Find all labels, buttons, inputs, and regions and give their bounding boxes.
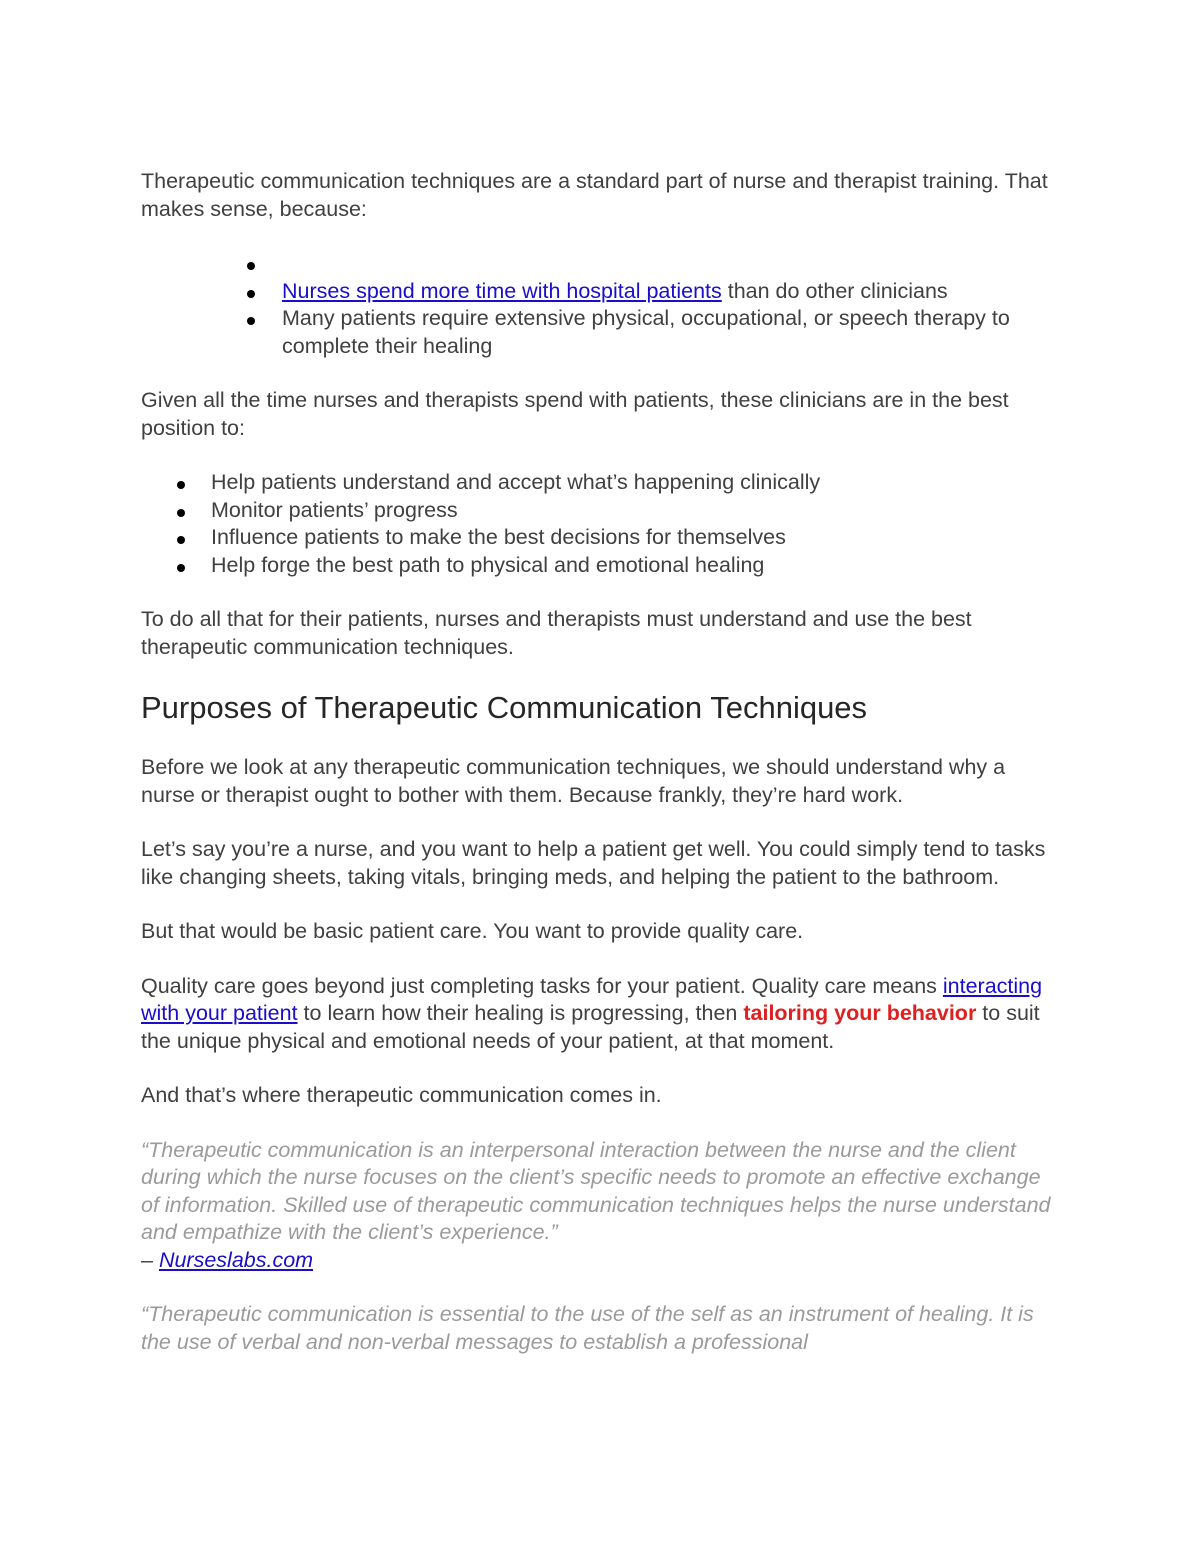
list-item-text: than do other clinicians <box>721 278 948 303</box>
list-item <box>211 524 1061 552</box>
nurse-example-paragraph: Let’s say you’re a nurse, and you want to help a patient get well. You could simply tend to tasks like changing sheets, taking vitals, bringing meds, and helping the patient to the bathroom. <box>141 837 1046 889</box>
bullet-icon <box>247 290 255 298</box>
bullet-icon <box>177 481 185 489</box>
interacting-patient-link[interactable]: interacting with your patient <box>141 973 1043 1025</box>
capabilities-list <box>141 469 1061 579</box>
paragraph-text: to suit the unique physical and emotional needs of your patient, at that moment. <box>141 1001 1040 1053</box>
reasons-list <box>141 250 1061 360</box>
list-item-text: Monitor patients’ progress <box>211 497 458 522</box>
quote-attribution <box>141 1247 1061 1275</box>
bullet-icon <box>247 262 255 270</box>
list-item <box>211 469 1061 497</box>
paragraph-text: to learn how their healing is progressing, then <box>297 1001 744 1025</box>
quote-text-2: “Therapeutic communication is essential to the use of the self as an instrument of healing. It is the use of verbal and non-verbal messages to establish a professional <box>141 1302 1034 1354</box>
list-item <box>282 278 1061 306</box>
bullet-icon <box>177 564 185 572</box>
bullet-icon <box>177 509 185 517</box>
list-item <box>211 497 1061 525</box>
transition-paragraph: And that’s where therapeutic communication comes in. <box>141 1083 662 1107</box>
section-heading: Purposes of Therapeutic Communication Techniques <box>141 690 868 725</box>
basic-care-paragraph: But that would be basic patient care. You want to provide quality care. <box>141 919 804 943</box>
summary-paragraph: To do all that for their patients, nurses and therapists must understand and use the best therapeutic communication techniques. <box>141 607 972 659</box>
list-item-text: Influence patients to make the best decisions for themselves <box>211 525 786 549</box>
list-item <box>211 552 1061 580</box>
position-paragraph: Given all the time nurses and therapists spend with patients, these clinicians are in the best position to: <box>141 388 1009 440</box>
highlighted-text: tailoring your behavior <box>743 1001 977 1025</box>
nurseslabs-link[interactable]: Nurseslabs.com <box>158 1247 314 1272</box>
list-item-text: Many patients require extensive physical, occupational, or speech therapy to complete their healing <box>282 306 1010 358</box>
paragraph-text: Quality care goes beyond just completing tasks for your patient. Quality care means <box>141 973 943 998</box>
list-item-text: Help patients understand and accept what’s happening clinically <box>211 470 821 494</box>
list-item <box>282 305 1061 360</box>
bullet-icon <box>177 536 185 544</box>
purpose-paragraph: Before we look at any therapeutic communication techniques, we should understand why a nurse or therapist ought to bother with them. Because frankly, they’re hard work. <box>141 755 1006 807</box>
intro-paragraph: Therapeutic communication techniques are a standard part of nurse and therapist training. That makes sense, because: <box>141 169 1048 221</box>
quote-block <box>141 1137 1061 1275</box>
list-item <box>282 250 1061 278</box>
list-item-text: Help forge the best path to physical and emotional healing <box>211 552 765 577</box>
bullet-icon <box>247 317 255 325</box>
document-page <box>141 168 1061 1356</box>
nurses-time-link[interactable]: Nurses spend more time with hospital patients <box>282 278 722 303</box>
quality-care-paragraph <box>141 973 1061 1056</box>
quote-text: “Therapeutic communication is an interpersonal interaction between the nurse and the client during which the nurse focuses on the client’s specific needs to promote an effective exchange of information. Skilled use of therapeutic communication techniques helps the nurse understand and empathize with the client’s experience.” <box>141 1137 1051 1244</box>
attribution-dash: – <box>141 1247 159 1272</box>
